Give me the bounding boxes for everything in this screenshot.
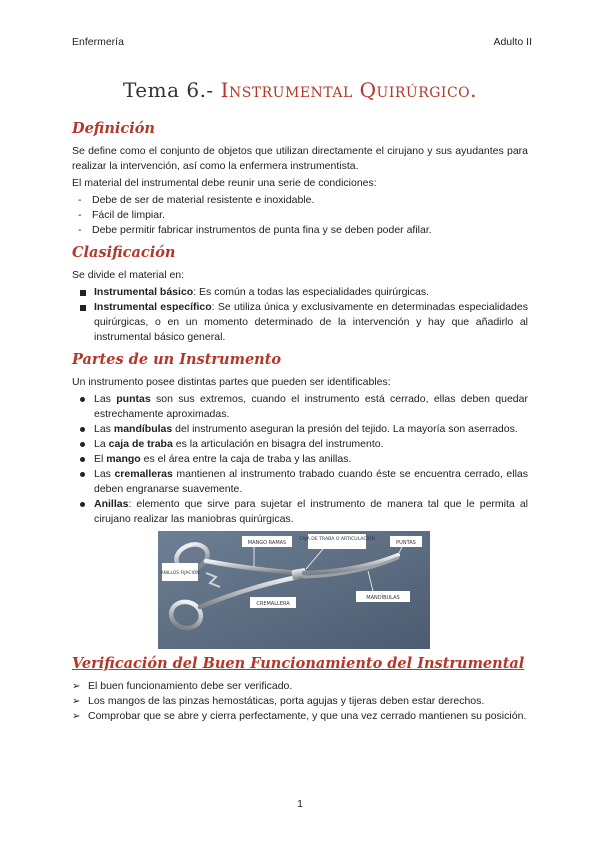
list-item: Anillas: elemento que sirve para sujetar el instrumento de manera tal que le permita al cirujano realizar las maniobras quirúrgicas. bbox=[72, 497, 528, 527]
list-item: Instrumental específico: Se utiliza única y exclusivamente en determinadas especialidades quirúrgicas, o en un momento determinado de la intervención y hay que añadirlo al instrumental básico general. bbox=[72, 300, 528, 345]
verificacion-list bbox=[72, 679, 528, 724]
hemostatic-forceps-image bbox=[158, 531, 430, 649]
heading-partes: Partes de un Instrumento bbox=[72, 351, 282, 368]
list-item: - Debe permitir fabricar instrumentos de punta fina y se deben poder afilar. bbox=[72, 223, 528, 238]
page-title bbox=[0, 78, 600, 102]
list-item: ➢ Los mangos de las pinzas hemostáticas, porta agujas y tijeras deben estar derechos. bbox=[72, 694, 528, 709]
list-item: El mango es el área entre la caja de traba y las anillas. bbox=[72, 452, 528, 467]
list-item: La caja de traba es la articulación en bisagra del instrumento. bbox=[72, 437, 528, 452]
label-mango: MANGO RAMAS bbox=[247, 540, 287, 546]
clasificacion-intro: Se divide el material en: bbox=[72, 269, 185, 281]
instrument-diagram bbox=[158, 531, 430, 649]
definicion-paragraph-2: El material del instrumental debe reunir una serie de condiciones: bbox=[72, 177, 377, 189]
partes-list bbox=[72, 392, 528, 527]
label-anillos: ANILLOS FIJACIÓN bbox=[160, 571, 200, 576]
label-caja: CAJA DE TRABA O ARTICULACIÓN bbox=[299, 537, 375, 542]
list-item: Las puntas son sus extremos, cuando el instrumento está cerrado, ellas deben quedar estrechamente aproximadas. bbox=[72, 392, 528, 422]
list-item: Las mandíbulas del instrumento aseguran la presión del tejido. La mayoría son aserrados. bbox=[72, 422, 528, 437]
title-main: Instrumental Quirúrgico. bbox=[220, 78, 477, 102]
header-course: Adulto II bbox=[493, 36, 532, 48]
header-subject: Enfermería bbox=[72, 36, 124, 48]
list-item: ➢ Comprobar que se abre y cierra perfectamente, y que una vez cerrado mantienen su posición. bbox=[72, 709, 528, 724]
list-item: - Debe de ser de material resistente e inoxidable. bbox=[72, 193, 528, 208]
document-body bbox=[72, 118, 528, 726]
label-puntas: PUNTAS bbox=[396, 540, 416, 546]
partes-intro: Un instrumento posee distintas partes que pueden ser identificables: bbox=[72, 376, 391, 388]
list-item: ➢ El buen funcionamiento debe ser verificado. bbox=[72, 679, 528, 694]
list-item: Instrumental básico: Es común a todas las especialidades quirúrgicas. bbox=[72, 285, 528, 300]
title-prefix: Tema 6.- bbox=[122, 78, 221, 102]
heading-definicion: Definición bbox=[72, 120, 155, 137]
svg-text:CAJA DE TRABA O ARTICULACIÓN bbox=[299, 535, 375, 542]
page-number: 1 bbox=[297, 798, 303, 810]
list-item: Las cremalleras mantienen al instrumento trabado cuando éste se encuentra cerrado, ellas deben engranarse suavemente. bbox=[72, 467, 528, 497]
definicion-list bbox=[72, 193, 528, 238]
heading-clasificacion: Clasificación bbox=[72, 244, 176, 261]
definicion-paragraph-1: Se define como el conjunto de objetos que utilizan directamente el cirujano y sus ayudantes para realizar la intervención, así como la enfermera instrumentista. bbox=[72, 145, 528, 172]
heading-verificacion: Verificación del Buen Funcionamiento del Instrumental bbox=[72, 655, 525, 672]
label-mandibulas: MANDÍBULAS bbox=[366, 595, 400, 601]
label-cremallera: CREMALLERA bbox=[256, 601, 290, 607]
list-item: - Fácil de limpiar. bbox=[72, 208, 528, 223]
clasificacion-list bbox=[72, 285, 528, 345]
